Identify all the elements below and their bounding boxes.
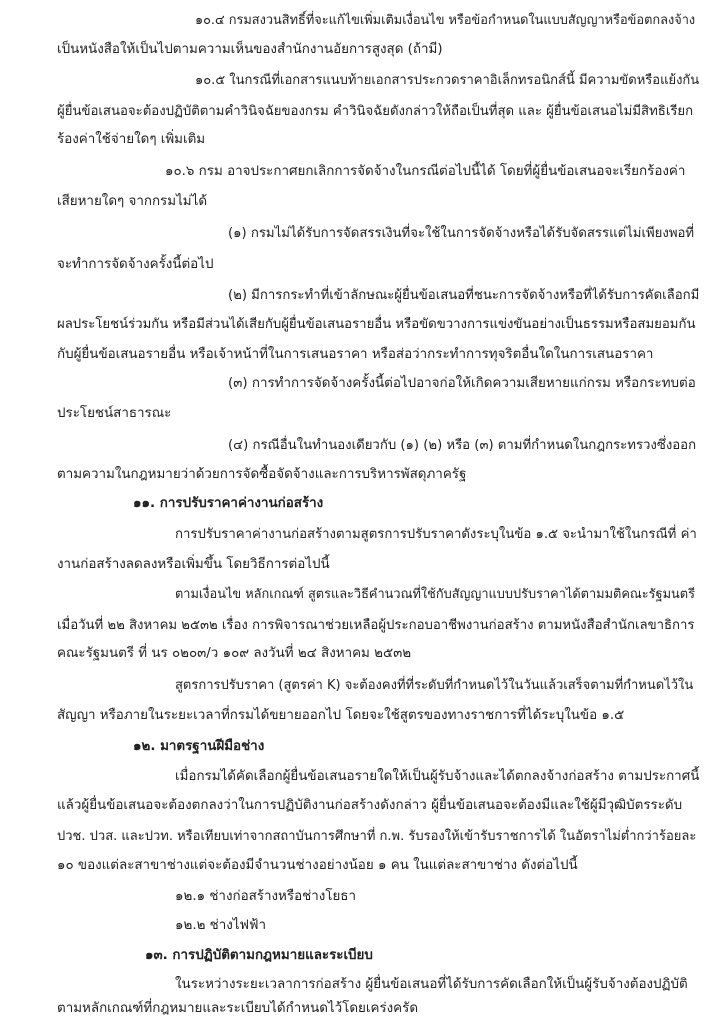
section-12-para-line-2: แล้วผู้ยื่นข้อเสนอจะต้องตกลงว่าในการปฏิบัติงานก่อสร้างดังกล่าว ผู้ยื่นข้อเสนอจะต้องมีและใช้ผู้มีวุฒิบัตรระดับ — [57, 798, 683, 813]
section-13-para-line-2: ตามหลักเกณฑ์ที่กฎหมายและระเบียบได้กำหนดไว้โดยเคร่งครัด — [57, 1001, 419, 1016]
section-11-para-3-line-2: สัญญา หรือภายในระยะเวลาที่กรมได้ขยายออกไป โดยจะใช้สูตรของทางราชการที่ได้ระบุในข้อ ๑.๕ — [57, 708, 625, 723]
section-12-2-item: ๑๒.๒ ช่างไฟฟ้า — [175, 918, 267, 933]
section-11-para-2-line-1: ตามเงื่อนไข หลักเกณฑ์ สูตรและวิธีคำนวณที่ใช้กับสัญญาแบบปรับราคาได้ตามมติคณะรัฐมนตรี — [175, 587, 695, 602]
section-12-para-line-4: ๑๐ ของแต่ละสาขาช่างแต่จะต้องมีจำนวนช่างอย่างน้อย ๑ คน ในแต่ละสาขาช่าง ดังต่อไปนี้ — [57, 858, 578, 873]
item-3-line-1: (๓) การทำการจัดจ้างครั้งนี้ต่อไปอาจก่อให้เกิดความเสียหายแก่กรม หรือกระทบต่อ — [228, 376, 696, 391]
section-11-para-2-line-2: เมื่อวันที่ ๒๒ สิงหาคม ๒๕๓๒ เรื่อง การพิจารณาช่วยเหลือผู้ประกอบอาชีพงานก่อสร้าง ตามหนังสือสำนักเลขาธิการ — [57, 618, 695, 633]
section-12-para-line-3: ปวช. ปวส. และปวท. หรือเทียบเท่าจากสถาบันการศึกษาที่ ก.พ. รับรองให้เข้ารับราชการได้ ในอัตราไม่ต่ำกว่าร้อยละ — [57, 829, 697, 844]
item-2-line-2: ผลประโยชน์ร่วมกัน หรือมีส่วนได้เสียกับผู้ยื่นข้อเสนอรายอื่น หรือขัดขวางการแข่งขันอย่างเป็นธรรมหรือสมยอมกัน — [57, 317, 696, 332]
clause-10-6-line-1: ๑๐.๖ กรม อาจประกาศยกเลิกการจัดจ้างในกรณีต่อไปนี้ได้ โดยที่ผู้ยื่นข้อเสนอจะเรียกร้องค่า — [165, 164, 686, 179]
section-11-para-1-line-2: งานก่อสร้างลดลงหรือเพิ่มขึ้น โดยวิธีการต่อไปนี้ — [57, 557, 330, 572]
clause-10-4-line-2: เป็นหนังสือให้เป็นไปตามความเห็นของสำนักงานอัยการสูงสุด (ถ้ามี) — [57, 42, 443, 57]
item-2-line-3: กับผู้ยื่นข้อเสนอรายอื่น หรือเจ้าหน้าที่ในการเสนอราคา หรือส่อว่ากระทำการทุจริตอื่นใดในการเสนอราคา — [57, 347, 654, 362]
item-4-line-1: (๔) กรณีอื่นในทำนองเดียวกับ (๑) (๒) หรือ (๓) ตามที่กำหนดในกฎกระทรวงซึ่งออก — [228, 438, 697, 453]
section-13-para-line-1: ในระหว่างระยะเวลาการก่อสร้าง ผู้ยื่นข้อเสนอที่ได้รับการคัดเลือกให้เป็นผู้รับจ้างต้องปฏิบัติ — [175, 977, 688, 992]
section-12-para-line-1: เมื่อกรมได้คัดเลือกผู้ยื่นข้อเสนอรายใดให้เป็นผู้รับจ้างและได้ตกลงจ้างก่อสร้าง ตามประกาศนี้ — [175, 769, 700, 784]
item-1-line-1: (๑) กรมไม่ได้รับการจัดสรรเงินที่จะใช้ในการจัดจ้างหรือได้รับจัดสรรแต่ไม่เพียงพอที่ — [228, 226, 695, 241]
clause-10-5-line-1: ๑๐.๕ ในกรณีที่เอกสารแนบท้ายเอกสารประกวดราคาอิเล็กทรอนิกส์นี้ มีความขัดหรือแย้งกัน — [195, 73, 700, 88]
section-11-para-1-line-1: การปรับราคาค่างานก่อสร้างตามสูตรการปรับราคาดังระบุในข้อ ๑.๕ จะนำมาใช้ในกรณีที่ ค่า — [175, 527, 697, 542]
section-12-1-item: ๑๒.๑ ช่างก่อสร้างหรือช่างโยธา — [175, 889, 356, 904]
item-4-line-2: ตามความในกฎหมายว่าด้วยการจัดซื้อจัดจ้างและการบริหารพัสดุภาครัฐ — [57, 467, 467, 482]
clause-10-4-line-1: ๑๐.๔ กรมสงวนสิทธิ์ที่จะแก้ไขเพิ่มเติมเงื่อนไข หรือข้อกำหนดในแบบสัญญาหรือข้อตกลงจ้าง — [195, 13, 696, 28]
clause-10-5-line-3: ร้องค่าใช้จ่ายใดๆ เพิ่มเติม — [57, 132, 206, 147]
clause-10-5-line-2: ผู้ยื่นข้อเสนอจะต้องปฏิบัติตามคำวินิจฉัยของกรม คำวินิจฉัยดังกล่าวให้ถือเป็นที่สุด และ ผู้ยื่นข้อเสนอไม่มีสิทธิเรียก — [57, 104, 694, 119]
item-3-line-2: ประโยชน์สาธารณะ — [57, 406, 172, 421]
section-13-heading: ๑๓. การปฏิบัติตามกฎหมายและระเบียบ — [145, 948, 373, 963]
section-11-para-3-line-1: สูตรการปรับราคา (สูตรค่า K) จะต้องคงที่ที่ระดับที่กำหนดไว้ในวันแล้วเสร็จตามที่กำหนดไว้ใน — [175, 678, 694, 693]
item-1-line-2: จะทำการจัดจ้างครั้งนี้ต่อไป — [57, 257, 214, 272]
clause-10-6-line-2: เสียหายใดๆ จากกรมไม่ได้ — [57, 194, 208, 209]
section-11-heading: ๑๑. การปรับราคาค่างานก่อสร้าง — [133, 496, 324, 511]
section-12-heading: ๑๒. มาตรฐานฝีมือช่าง — [133, 739, 265, 754]
item-2-line-1: (๒) มีการกระทำที่เข้าลักษณะผู้ยื่นข้อเสนอที่ชนะการจัดจ้างหรือที่ได้รับการคัดเลือกมี — [228, 288, 700, 303]
section-11-para-2-line-3: คณะรัฐมนตรี ที่ นร ๐๒๐๓/ว ๑๐๙ ลงวันที่ ๒๔ สิงหาคม ๒๕๓๒ — [57, 646, 412, 661]
